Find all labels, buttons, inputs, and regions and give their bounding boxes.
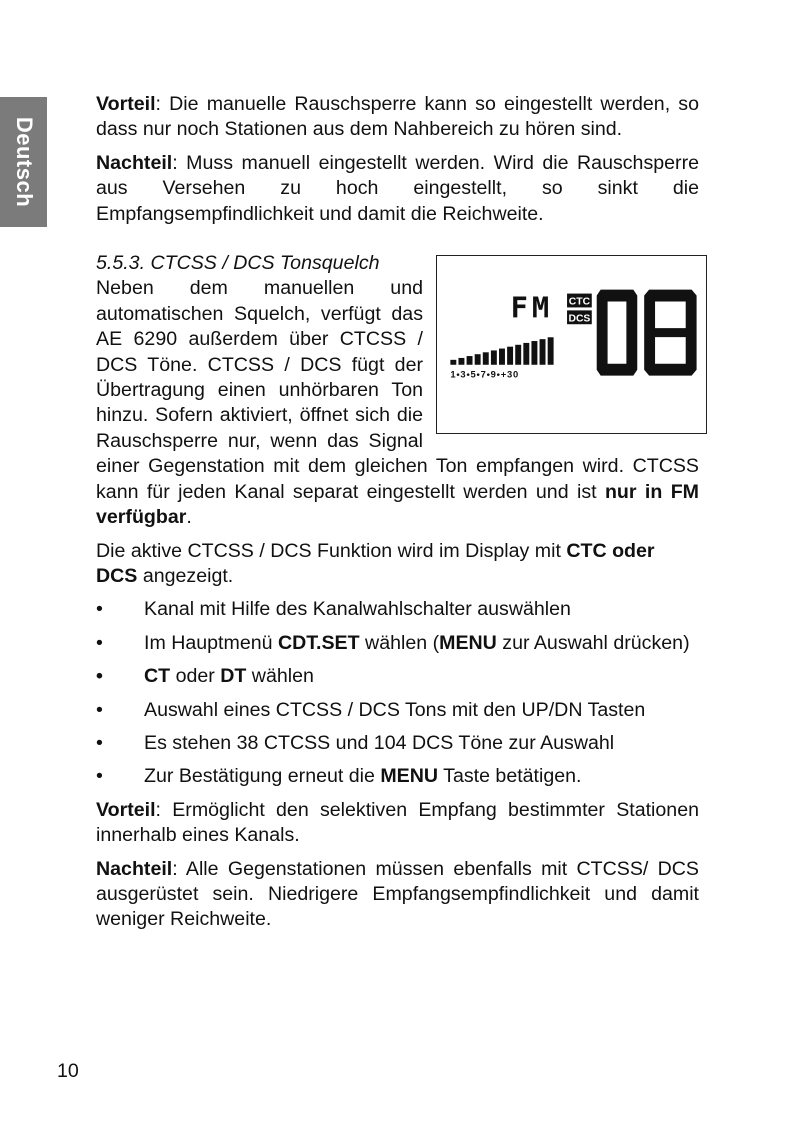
section-body-end: . [186, 506, 192, 529]
list-item-text: wählen ( [359, 631, 440, 654]
signal-bar [491, 350, 497, 364]
disadvantage-text: : Alle Gegenstationen müssen ebenfalls mit CTCSS/ DCS ausgerüstet sein. Niedrigere Empfangsempfindlichkeit und damit weniger Reichweite. [96, 857, 699, 931]
list-item-text: wählen [246, 665, 314, 688]
list-item [96, 597, 699, 622]
list-item-text: Zur Bestätigung erneut die [144, 765, 381, 788]
signal-bar [458, 358, 464, 365]
list-item [96, 731, 699, 756]
language-side-tab [0, 97, 47, 227]
section-body-bold: nur in FM verfügbar [96, 480, 699, 529]
ctc-badge-text: CTC [568, 296, 591, 308]
signal-scale: 1•3•5•7•9•+30 [450, 368, 520, 380]
section-heading: 5.5.3. CTCSS / DCS Tonsquelch [96, 252, 380, 275]
signal-bar [450, 360, 456, 365]
list-item-bold: DT [220, 665, 247, 688]
disadvantage-label: Nachteil [96, 151, 173, 174]
advantage-paragraph-1 [96, 92, 699, 143]
channel-digit-8 [644, 290, 696, 376]
signal-bar [467, 356, 473, 365]
list-item [96, 698, 699, 723]
bullet-symbol: • [96, 698, 103, 721]
lcd-display-drawing [437, 256, 706, 433]
signal-bar [499, 349, 505, 365]
dcs-badge-text: DCS [568, 313, 591, 325]
instruction-list [96, 597, 699, 789]
bullet-symbol: • [96, 665, 103, 688]
bullet-symbol: • [96, 765, 103, 788]
list-item-text: Im Hauptmenü [144, 631, 278, 654]
list-item-bold: CT [144, 665, 171, 688]
bullet-symbol: • [96, 731, 103, 754]
list-item-text: oder [170, 665, 221, 688]
signal-bar [548, 337, 554, 364]
page-content [96, 92, 699, 941]
signal-strength-bars [450, 337, 553, 364]
lcd-display-figure [436, 255, 707, 434]
bullet-symbol: • [96, 598, 103, 621]
list-item-text: Taste betätigen. [438, 765, 582, 788]
advantage-label: Vorteil [96, 93, 156, 115]
list-item [96, 631, 699, 656]
disadvantage-paragraph-1 [96, 151, 699, 227]
list-item [96, 764, 699, 789]
list-item-bold: MENU [439, 631, 497, 654]
signal-bar [540, 339, 546, 365]
disadvantage-text: : Muss manuell eingestellt werden. Wird die Rauschsperre aus Versehen zu hoch eingestellt, so sinkt die Empfangsempfindlichkeit und damit die Reichweite. [96, 151, 699, 225]
advantage-text: : Die manuelle Rauschsperre kann so eingestellt werden, so dass nur noch Stationen aus dem Nahbereich zu hören sind. [96, 93, 699, 141]
signal-bar [515, 345, 521, 365]
mode-indicator: FM [510, 290, 554, 325]
display-indicator-paragraph [96, 539, 699, 590]
list-item-bold: MENU [380, 765, 439, 788]
list-item-text: Kanal mit Hilfe des Kanalwahlschalter auswählen [144, 598, 571, 621]
page-number: 10 [57, 1060, 79, 1082]
language-label: Deutsch [11, 116, 37, 208]
advantage-label: Vorteil [96, 798, 156, 821]
list-item-bold: CDT.SET [277, 631, 360, 654]
display-indicator-end: angezeigt. [137, 564, 234, 587]
list-item [96, 664, 699, 689]
channel-digit-0 [597, 290, 638, 376]
list-item-text: zur Auswahl drücken) [496, 631, 690, 654]
signal-bar [507, 347, 513, 365]
signal-bar [523, 343, 529, 365]
signal-bar [531, 341, 537, 365]
signal-bar [475, 354, 481, 365]
signal-bar [483, 352, 489, 364]
list-item-text: Es stehen 38 CTCSS und 104 DCS Töne zur Auswahl [144, 731, 615, 754]
display-indicator-text: Die aktive CTCSS / DCS Funktion wird im Display mit [96, 539, 567, 562]
disadvantage-paragraph-2 [96, 857, 699, 933]
section-body-text: Neben dem manuellen und automatischen Squelch, verfügt das AE 6290 außerdem über CTCSS / DCS Töne. CTCSS / DCS fügt der Übertragung einen unhörbaren Ton hinzu. Sofern aktiviert, öffnet sich die Rauschsperre nur, wenn das Signal einer Gegenstation mit dem gleichen Ton empfangen wird. CTCSS kann für jeden Kanal separat eingestellt werden und ist [96, 277, 699, 503]
list-item-text: Auswahl eines CTCSS / DCS Tons mit den UP/DN Tasten [144, 698, 646, 721]
advantage-paragraph-2 [96, 798, 699, 849]
advantage-text: : Ermöglicht den selektiven Empfang bestimmter Stationen innerhalb eines Kanals. [96, 798, 699, 847]
disadvantage-label: Nachteil [96, 857, 173, 880]
bullet-symbol: • [96, 631, 103, 654]
display-indicator-bold: CTC oder DCS [96, 539, 655, 587]
